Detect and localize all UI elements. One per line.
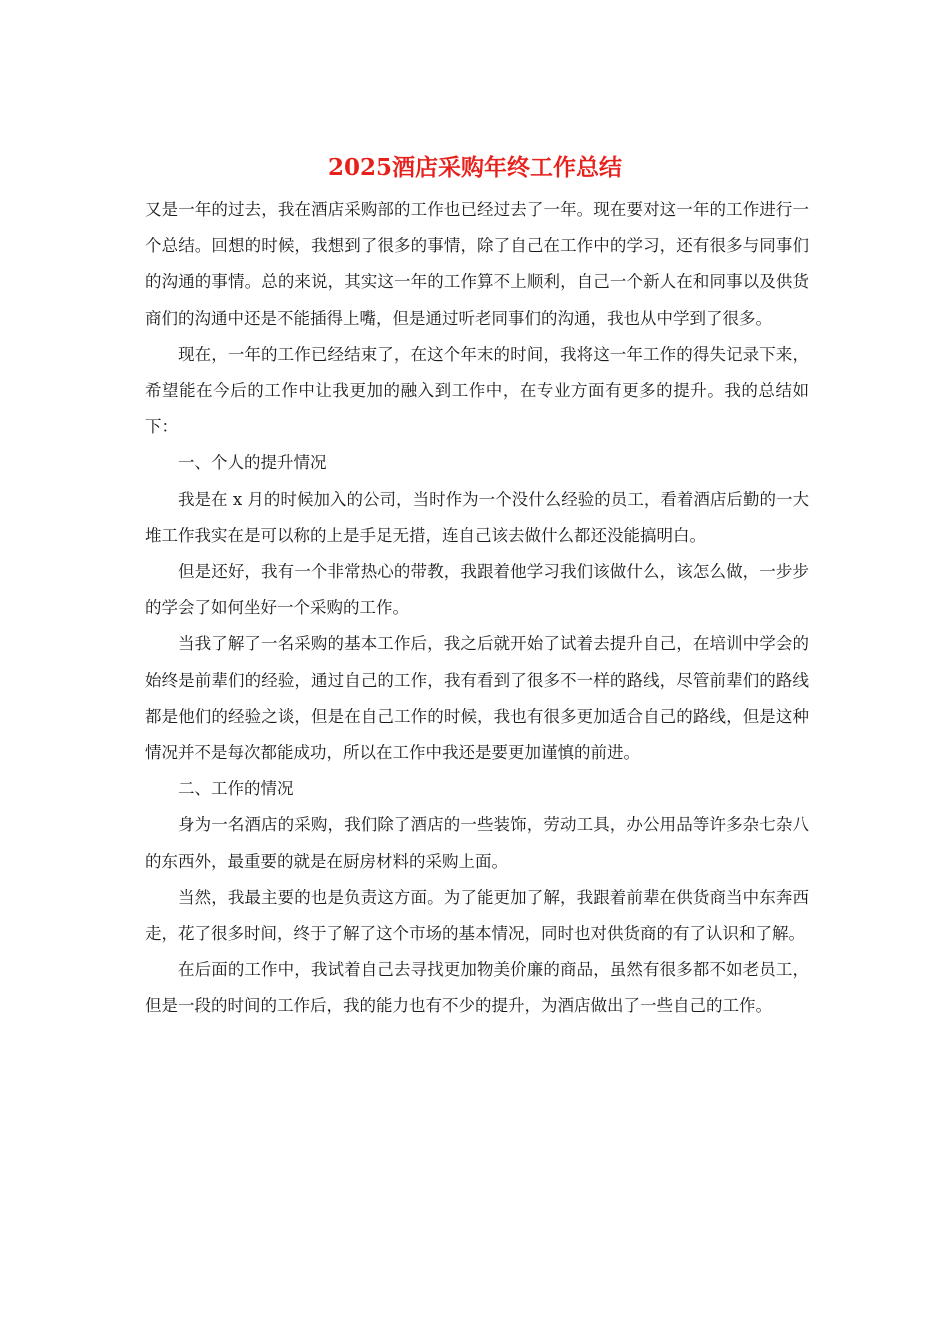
section-heading-work-status: 二、工作的情况 [178,779,294,799]
document-body [145,192,809,1025]
section-heading-personal-growth: 一、个人的提升情况 [178,453,327,473]
paragraph-mentor: 但是还好，我有一个非常热心的带教，我跟着他学习我们该做什么，该怎么做，一步步的学会了如何坐好一个采购的工作。 [145,562,809,618]
paragraph-supplier-research: 当然，我最主要的也是负责这方面。为了能更加了解，我跟着前辈在供货商当中东奔西走，花了很多时间，终于了解了这个市场的基本情况，同时也对供货商的有了认识和了解。 [145,887,809,944]
paragraph-summary-purpose: 现在，一年的工作已经结束了，在这个年末的时间，我将这一年工作的得失记录下来，希望能在今后的工作中让我更加的融入到工作中，在专业方面有更多的提升。我的总结如下： [145,344,809,437]
paragraph-later-work: 在后面的工作中，我试着自己去寻找更加物美价廉的商品，虽然有很多都不如老员工，但是一段的时间的工作后，我的能力也有不少的提升，为酒店做出了一些自己的工作。 [145,960,809,1016]
paragraph-procurement-scope: 身为一名酒店的采购，我们除了酒店的一些装饰，劳动工具，办公用品等许多杂七杂八的东西外，最重要的就是在厨房材料的采购上面。 [145,815,809,871]
paragraph-intro: 又是一年的过去，我在酒店采购部的工作也已经过去了一年。现在要对这一年的工作进行一个总结。回想的时候，我想到了很多的事情，除了自己在工作中的学习，还有很多与同事们的沟通的事情。总的来说，其实这一年的工作算不上顺利，自己一个新人在和同事以及供货商们的沟通中还是不能插得上嘴，但是通过听老同事们的沟通，我也从中学到了很多。 [145,200,809,328]
paragraph-joining: 我是在 x 月的时候加入的公司，当时作为一个没什么经验的员工，看着酒店后勤的一大堆工作我实在是可以称的上是手足无措，连自己该去做什么都还没能搞明白。 [145,489,809,545]
paragraph-self-improvement: 当我了解了一名采购的基本工作后，我之后就开始了试着去提升自己，在培训中学会的始终是前辈们的经验，通过自己的工作，我有看到了很多不一样的路线，尽管前辈们的路线都是他们的经验之谈，但是在自己工作的时候，我也有很多更加适合自己的路线，但是这种情况并不是每次都能成功，所以在工作中我还是要更加谨慎的前进。 [145,634,809,763]
document-title: 2025酒店采购年终工作总结 [327,154,622,181]
